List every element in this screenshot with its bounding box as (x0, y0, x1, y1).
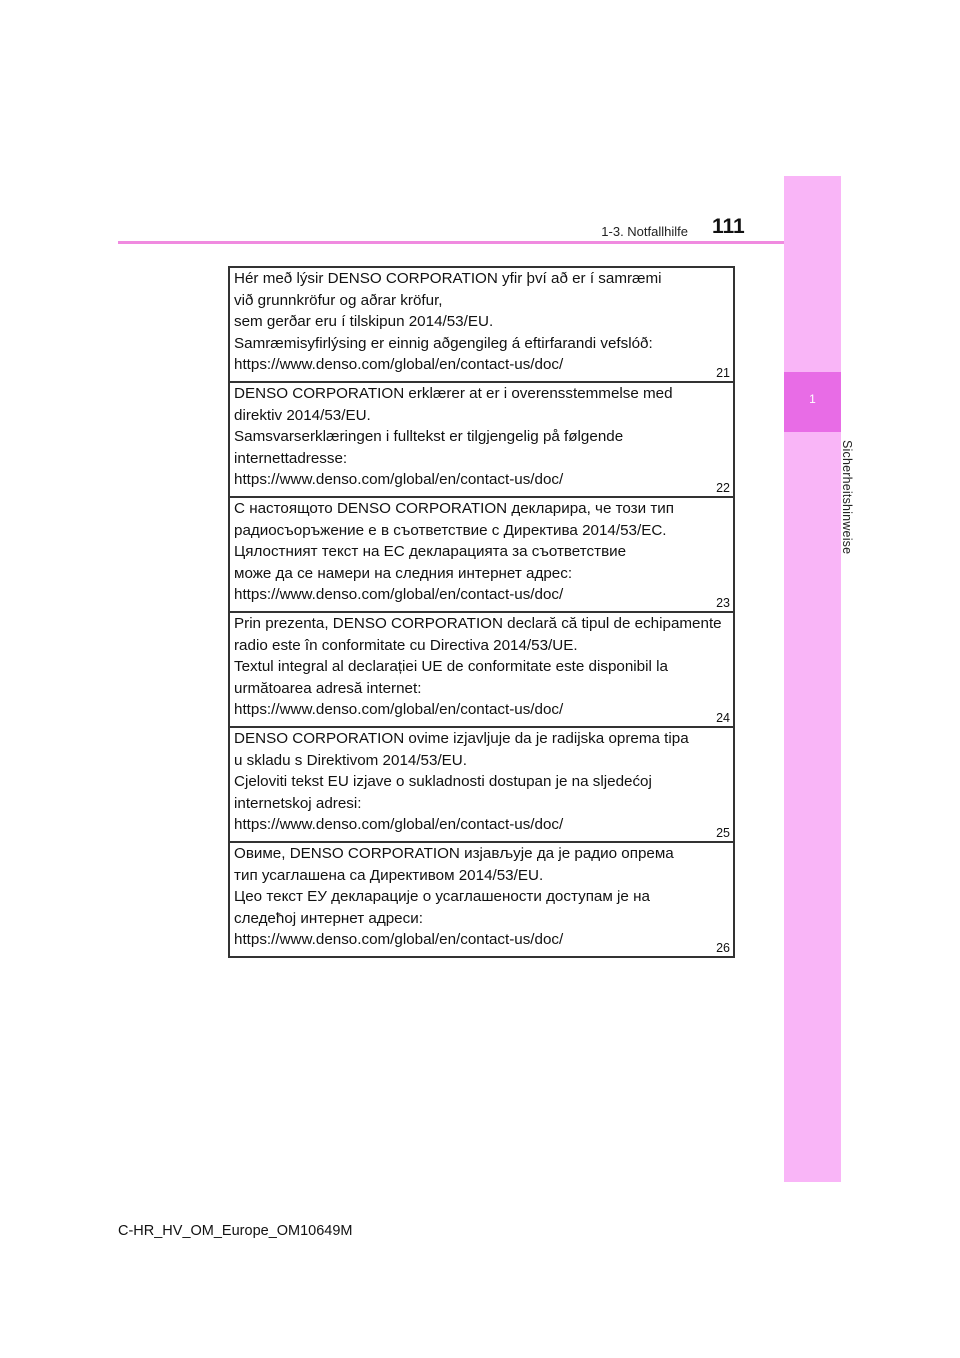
declaration-cell (230, 383, 733, 498)
page-number: 111 (712, 215, 745, 238)
declaration-line: Samræmisyfirlýsing er einnig aðgengileg á eftirfarandi vefslóð: (234, 334, 653, 352)
declaration-line: https://www.denso.com/global/en/contact-us/doc/ (234, 816, 564, 833)
declaration-line: Цялостният текст на ЕС декларацията за съответствие (234, 543, 627, 560)
declaration-number: 21 (716, 366, 730, 380)
declaration-line: sem gerðar eru í tilskipun 2014/53/EU. (234, 313, 494, 330)
declaration-number: 25 (716, 826, 730, 840)
declaration-line: https://www.denso.com/global/en/contact-us/doc/ (234, 586, 564, 603)
declaration-line: direktiv 2014/53/EU. (234, 406, 371, 424)
declaration-line: radio este în conformitate cu Directiva 2014/53/UE. (234, 636, 578, 654)
declaration-line: радиосъоръжение е в съответствие с Директива 2014/53/ЕС. (234, 521, 667, 539)
declaration-line: https://www.denso.com/global/en/contact-us/doc/ (234, 356, 564, 373)
declaration-line: următoarea adresă internet: (234, 679, 422, 697)
declaration-line: следећој интернет адреси: (234, 909, 423, 927)
declaration-line: Овиме, DENSO CORPORATION изјављује да је радио опрема (234, 845, 674, 862)
declaration-line: DENSO CORPORATION ovime izjavljuje da je radijska oprema tipa (234, 730, 689, 747)
declaration-cell (230, 613, 733, 728)
declaration-line: Prin prezenta, DENSO CORPORATION declară că tipul de echipamente (234, 615, 722, 632)
chapter-label: Sicherheitshinweise (840, 440, 854, 555)
declaration-line: тип усаглашена са Директивом 2014/53/EU. (234, 866, 544, 884)
declaration-line: Textul integral al declarației UE de conformitate este disponibil la (234, 658, 668, 675)
declaration-line: https://www.denso.com/global/en/contact-us/doc/ (234, 471, 564, 488)
declarations-table (228, 266, 735, 958)
declaration-line: internetskoj adresi: (234, 794, 362, 812)
declaration-cell (230, 843, 733, 956)
declaration-line: við grunnkröfur og aðrar kröfur, (234, 291, 443, 309)
header-rule (118, 241, 784, 244)
declaration-cell (230, 498, 733, 613)
chapter-number: 1 (809, 392, 816, 406)
declaration-line: internettadresse: (234, 449, 348, 467)
declaration-line: Hér með lýsir DENSO CORPORATION yfir því að er í samræmi (234, 270, 662, 287)
declaration-line: Samsvarserklæringen i fulltekst er tilgjengelig på følgende (234, 428, 624, 445)
declaration-number: 24 (716, 711, 730, 725)
declaration-line: може да се намери на следния интернет адрес: (234, 564, 573, 582)
section-title: 1-3. Notfallhilfe (601, 224, 688, 239)
declaration-number: 26 (716, 941, 730, 955)
declaration-line: https://www.denso.com/global/en/contact-us/doc/ (234, 701, 564, 718)
document-id: C-HR_HV_OM_Europe_OM10649M (118, 1223, 353, 1239)
declaration-line: u skladu s Direktivom 2014/53/EU. (234, 751, 467, 769)
declaration-line: С настоящото DENSO CORPORATION декларира, че този тип (234, 500, 675, 517)
declaration-line: Cjeloviti tekst EU izjave o sukladnosti dostupan je na sljedećoj (234, 773, 652, 790)
declaration-line: https://www.denso.com/global/en/contact-us/doc/ (234, 931, 564, 948)
declaration-number: 22 (716, 481, 730, 495)
declaration-cell (230, 728, 733, 843)
declaration-line: Цео текст ЕУ декларације о усаглашености доступам је на (234, 888, 650, 905)
declaration-line: DENSO CORPORATION erklærer at er i overensstemmelse med (234, 385, 673, 402)
declaration-cell (230, 268, 733, 383)
declaration-number: 23 (716, 596, 730, 610)
chapter-side-tab (784, 176, 841, 1182)
